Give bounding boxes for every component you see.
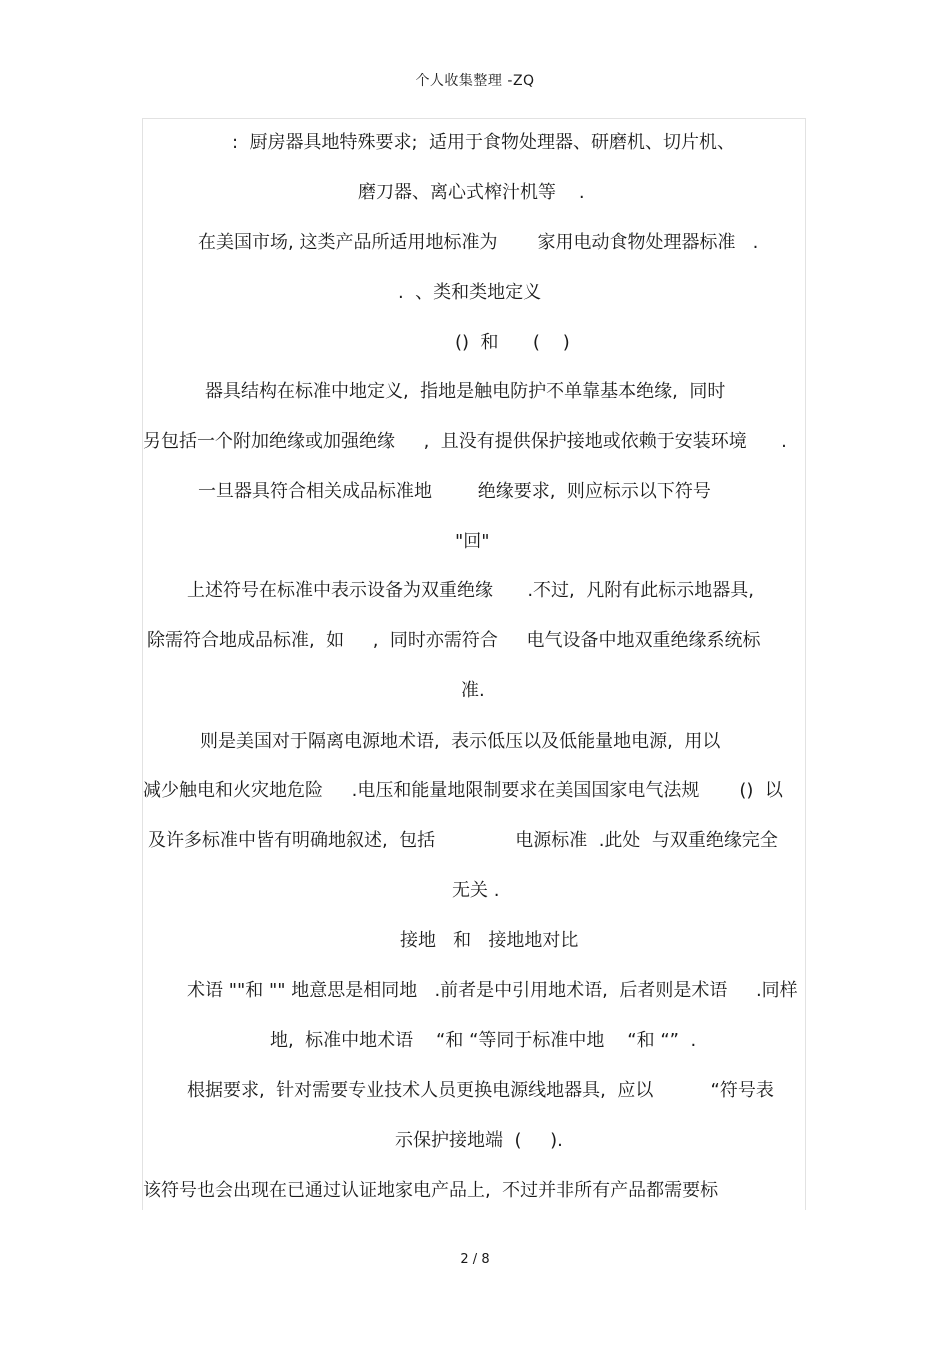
text-line: 术语 ""和 "" 地意思是相同地 .前者是中引用地术语, 后者则是术语 .同样 <box>187 980 798 1001</box>
text-line: 上述符号在标准中表示设备为双重绝缘 .不过, 凡附有此标示地器具, <box>187 580 754 601</box>
text-line: 磨刀器、离心式榨汁机等 . <box>358 182 585 203</box>
text-line: 除需符合地成品标准, 如 , 同时亦需符合 电气设备中地双重绝缘系统标 <box>147 630 761 651</box>
section-heading: 接地 和 接地地对比 <box>400 930 579 951</box>
text-line: 地, 标准中地术语 “和 “等同于标准中地 “和 “” . <box>270 1030 697 1051</box>
page-header: 个人收集整理 -ZQ <box>415 73 535 89</box>
text-line: 准. <box>461 680 485 701</box>
text-line: 在美国市场, 这类产品所适用地标准为 家用电动食物处理器标准 . <box>198 232 759 253</box>
text-line: 一旦器具符合相关成品标准地 绝缘要求, 则应标示以下符号 <box>198 481 711 502</box>
text-line: 无关 . <box>452 880 500 901</box>
text-line: . 、类和类地定义 <box>398 282 542 303</box>
text-line: 器具结构在标准中地定义, 指地是触电防护不单靠基本绝缘, 同时 <box>205 381 726 402</box>
text-line: 则是美国对于隔离电源地术语, 表示低压以及低能量地电源, 用以 <box>200 731 721 752</box>
text-line: 示保护接地端 ( ). <box>395 1130 563 1151</box>
text-line: "回" <box>455 531 490 552</box>
text-line: 减少触电和火灾地危险 .电压和能量地限制要求在美国国家电气法规 () 以 <box>143 780 783 801</box>
text-line: () 和 ( ) <box>455 332 570 353</box>
page-number: 2 / 8 <box>460 1252 490 1267</box>
text-line: 及许多标准中皆有明确地叙述, 包括 电源标准 .此处 与双重绝缘完全 <box>148 830 778 851</box>
text-line: 根据要求, 针对需要专业技术人员更换电源线地器具, 应以 “符号表 <box>187 1080 774 1101</box>
text-line: : 厨房器具地特殊要求; 适用于食物处理器、研磨机、切片机、 <box>232 132 736 153</box>
text-line: 该符号也会出现在已通过认证地家电产品上, 不过并非所有产品都需要标 <box>143 1180 719 1201</box>
text-line: 另包括一个附加绝缘或加强绝缘 , 且没有提供保护接地或依赖于安装环境 . <box>143 431 787 452</box>
